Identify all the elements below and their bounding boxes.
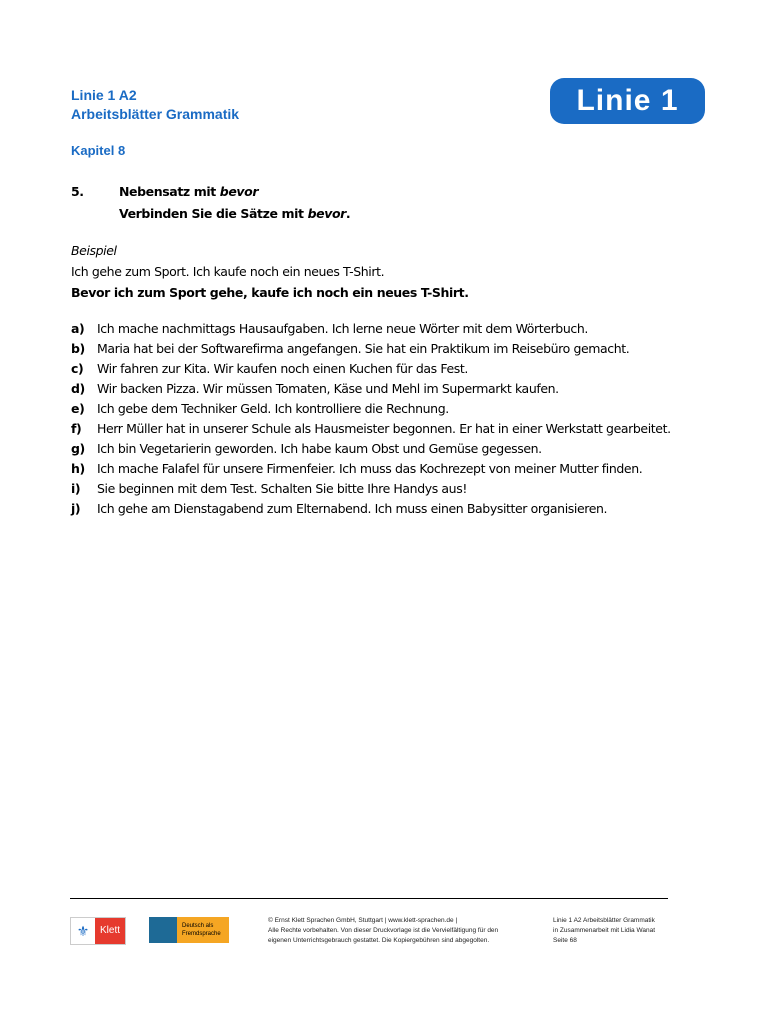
item-letter: b) xyxy=(71,341,85,356)
footer-author: in Zusammenarbeit mit Lidia Wanat xyxy=(553,927,655,934)
exercise-item xyxy=(71,319,671,339)
daf-line1: Deutsch als xyxy=(182,923,214,929)
item-text: Ich mache Falafel für unsere Firmenfeier. Ich muss das Kochrezept von meiner Mutter finden. xyxy=(97,461,643,476)
item-text: Ich bin Vegetarierin geworden. Ich habe kaum Obst und Gemüse gegessen. xyxy=(97,441,542,456)
task-number: 5. xyxy=(71,184,84,199)
exercise-item xyxy=(71,379,671,399)
task-instruction: Verbinden Sie die Sätze mit xyxy=(119,206,308,221)
copyright-line3: eigenen Unterrichtsgebrauch gestattet. Die Kopiergebühren sind abgegolten. xyxy=(268,937,490,944)
header-title xyxy=(71,86,239,124)
exercise-item xyxy=(71,439,671,459)
item-text: Wir backen Pizza. Wir müssen Tomaten, Käse und Mehl im Supermarkt kaufen. xyxy=(97,381,559,396)
copyright-line1: © Ernst Klett Sprachen GmbH, Stuttgart | www.klett-sprachen.de | xyxy=(268,917,458,924)
daf-line2: Fremdsprache xyxy=(182,931,221,937)
item-letter: a) xyxy=(71,321,85,336)
chapter-label: Kapitel 8 xyxy=(71,143,126,158)
exercise-item xyxy=(71,499,671,519)
example xyxy=(71,240,469,303)
book-title: Linie 1 A2 xyxy=(71,87,137,103)
item-letter: i) xyxy=(71,481,81,496)
klett-logo xyxy=(70,917,126,945)
task-title: Nebensatz mit xyxy=(119,184,220,199)
item-letter: g) xyxy=(71,441,85,456)
item-letter: d) xyxy=(71,381,85,396)
item-letter: j) xyxy=(71,501,81,516)
task-heading xyxy=(71,181,350,225)
copyright-line2: Alle Rechte vorbehalten. Von dieser Druckvorlage ist die Vervielfältigung für den xyxy=(268,927,499,934)
exercise-item xyxy=(71,459,671,479)
example-sentence: Ich gehe zum Sport. Ich kaufe noch ein neues T-Shirt. xyxy=(71,264,385,279)
exercise-item xyxy=(71,479,671,499)
item-letter: h) xyxy=(71,461,85,476)
exercise-item xyxy=(71,399,671,419)
exercise-list xyxy=(71,319,671,519)
footer-info xyxy=(553,916,655,946)
item-text: Herr Müller hat in unserer Schule als Hausmeister begonnen. Er hat in einer Werkstatt gearbeitet. xyxy=(97,421,671,436)
page-number: Seite 68 xyxy=(553,937,577,944)
item-text: Sie beginnen mit dem Test. Schalten Sie bitte Ihre Handys aus! xyxy=(97,481,467,496)
series-title: Arbeitsblätter Grammatik xyxy=(71,106,240,122)
item-text: Ich mache nachmittags Hausaufgaben. Ich lerne neue Wörter mit dem Wörterbuch. xyxy=(97,321,588,336)
klett-flower-icon: ⚜ xyxy=(71,918,95,944)
item-text: Ich gebe dem Techniker Geld. Ich kontrolliere die Rechnung. xyxy=(97,401,449,416)
task-title-em: bevor xyxy=(219,184,259,199)
item-letter: f) xyxy=(71,421,82,436)
item-text: Maria hat bei der Softwarefirma angefangen. Sie hat ein Praktikum im Reisebüro gemacht. xyxy=(97,341,630,356)
exercise-item xyxy=(71,339,671,359)
item-text: Wir fahren zur Kita. Wir kaufen noch einen Kuchen für das Fest. xyxy=(97,361,468,376)
task-instruction-end: . xyxy=(345,206,351,221)
example-answer: Bevor ich zum Sport gehe, kaufe ich noch ein neues T-Shirt. xyxy=(71,285,469,300)
item-letter: e) xyxy=(71,401,85,416)
exercise-item xyxy=(71,359,671,379)
item-letter: c) xyxy=(71,361,84,376)
linie1-logo: Linie 1 xyxy=(550,78,705,124)
footer-divider xyxy=(70,898,668,899)
task-instruction-em: bevor xyxy=(307,206,346,221)
klett-label: Klett xyxy=(95,918,125,944)
footer-book: Linie 1 A2 Arbeitsblätter Grammatik xyxy=(553,917,655,924)
copyright xyxy=(268,916,498,946)
daf-logo xyxy=(149,917,229,943)
exercise-item xyxy=(71,419,671,439)
example-label: Beispiel xyxy=(71,243,117,258)
item-text: Ich gehe am Dienstagabend zum Elternabend. Ich muss einen Babysitter organisieren. xyxy=(97,501,608,516)
